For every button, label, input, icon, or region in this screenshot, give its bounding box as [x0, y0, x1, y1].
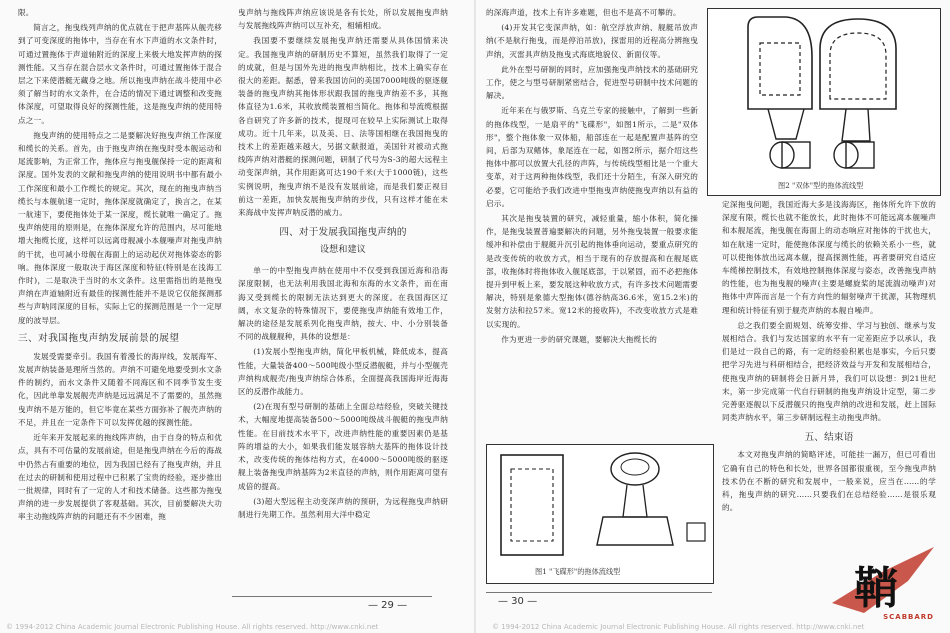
paragraph: 我国要不要继续发展拖曳声纳还需要从具体国情来决定。我国拖曳声纳的研制历史不算短，虽然我们取得了一定的成就，但是与国外先进的拖曳声纳相比，技术上确实存在很大的差距。据悉，曾来我国访问的美国7000吨级的驱逐舰装备的拖曳声纳其拖体形状跟我国的拖曳声纳差不多，其拖体直径为1.6米，其收放缆装置相当简化。拖体和导流缆根据各自研究了许多新的技术，提现可在较早上实际测试上取得成功。近十几年来，以及美、日、法等国相继在我国拖曳的技术上的差距越来越大，另据文献报道，美国针对被动式拖线阵声纳对潜艇的探测问题，研制了代号为S-3的超大远程主动变深声纳，其作用距离可达190千米(大于1000链)，这些实例说明，拖曳声纳不是没有发展前途，而是我们要正视目前这一差距，加快发展拖曳声纳的步伐，只有这样才能在未来海战中发挥声呐反潜的威力。	[238, 36, 448, 218]
paragraph: 近年来开发展起来的拖线阵声纳，由于自身的特点和优点，具有不可估量的发展前途，但是拖曳声纳在今后的海战中仍然占有重要的地位，因为我国已经有了拖曳声纳，并且在过去的研制和使用过程中已积累了宝贵的经验，逐步推出一批规律，同时有了一定的人才和技术储备。这些都为拖曳声纳的进一步发展提供了客观基础。其次，目前要解决大功率主动拖线阵声纳的问题还有不少困难，拖	[18, 433, 222, 522]
saucer-base	[597, 517, 673, 545]
saucer-body-diagram	[487, 445, 713, 563]
section-heading: 五、结束语	[804, 432, 854, 444]
saucer-side-view	[501, 455, 563, 555]
paragraph: (1)发展小型拖曳声纳，简化甲板机械，降低成本，提高性能，大量装备400～500吨级小型反潜舰艇，并与小型舰壳声纳构成舰壳/拖曳声纳综合体系，全面提高我国海岸近海海区的反潜作战能力。	[238, 347, 448, 397]
saucer-top-view	[611, 453, 659, 485]
figure-1-caption: 图1 "飞碟形"的拖体流线型	[535, 567, 621, 576]
left-array-bay	[760, 43, 800, 95]
right-column-2	[722, 198, 936, 518]
paragraph: (2)在现有型号研制的基础上全面总结经验，突破关键技术，大幅度地提高装备500～5000吨级战斗舰艇的拖曳声纳性能。在目前技术水平下，改进声纳性能的重要因素仍是基阵的增益的大小，如果我们能发展容纳大基阵的拖体设计技术，改变传统的拖体结构方式，在4000～5000吨级的驱逐舰上装备拖曳声纳基阵为2米直径的声纳，则作用距离可望有成倍的提高。	[238, 402, 448, 491]
paragraph: (3)超大型远程主动变深声纳的预研，为远程拖曳声纳研制进行先期工作。虽然利用大洋中稳定	[238, 496, 448, 519]
paragraph: 发展受需要牵引。我国有着漫长的海岸线，发展海军、发展声纳装备是理所当然的。声纳不可避免地要受到水文条件的制约，而水文条件又随着不同海区和不同季节发生变化，因此单靠发展舰壳声纳是远远满足不了需要的，虽然拖曳声纳不是万能的，但它毕竟在某些方面弥补了舰壳声纳的不足，并且在一定条件下可以发挥优越的探测性能。	[18, 351, 222, 427]
section-subheading: 设想和建议	[319, 245, 366, 256]
left-fin	[768, 109, 804, 139]
paragraph: 简言之，拖曳线列声纳的优点就在于把声基阵从舰壳移到了可变深度的拖体中，当存在有水下声道的水文条件时，可通过置拖体于声道轴附近的深度上来极大地发挥声纳的探测性能。又当存在混合层水文条件时，可通过置拖体于混合层之下来使潜艇无藏身之地。所以拖曳声纳在战斗使用中必须了解当时的水文条件，在合适的情况下通过调整和改变拖体深度，可望取得良好的探测性能，这是拖曳声纳的使用特点之一。	[18, 23, 222, 125]
page-number: — 29 —	[368, 600, 408, 611]
left-page	[0, 0, 474, 633]
paragraph: 近年来在与俄罗斯、乌克兰专家的接触中，了解到一些新的拖体线型，一是扇平的"飞碟形"，如图1所示，二是"双体形"，整个拖体象一双体船，船部连在一起是配置声基阵的空间，后部为双鳍体，象尾连在一起，如图2所示，据介绍这些拖体中都可以放置大孔径的声阵，与传统线型相比是一个重大变革，对于这两种拖体线型，我们还十分陌生，有深入研究的必要，它可能给予我们改进中型拖曳声纳使拖曳声纳以有益的启示。	[486, 106, 698, 208]
figure-1	[486, 444, 714, 584]
saucer-fin	[623, 485, 647, 517]
left-column-2	[238, 6, 448, 604]
right-column-1	[486, 6, 698, 444]
saucer-dome	[621, 459, 649, 475]
copyright-footer: © 1994-2012 China Academic Journal Electronic Publishing House. All rights reserved. http://www.cnki.net	[492, 623, 865, 631]
left-column-1	[18, 6, 222, 606]
right-array-bay	[830, 33, 886, 99]
paragraph: 拖曳声纳的使用特点之二是要解决好拖曳声纳工作深度和缆长的关系。首先，由于拖曳声纳在拖曳时受本舰运动和尾流影响，为正常工作，拖体应与拖曳舰保持一定的距离和深度。国外发表的文献和拖曳声纳的使用说明书中都有最小工作深度和最小工作缆长的规定。其次，现在的拖曳声纳当缆长与本舰航速一定时，拖体深度就确定了，换言之，在某一航速下，要使拖体处于某一深度，缆长就唯一确定了。拖曳声纳使用的原则是，在拖体深度允许的范围内，尽可能地增大拖缆长度，这样可以远离母舰减小本舰噪声对拖曳声纳的干扰，也可减小母舰在海面上的运动起伏对拖体姿态的影响。拖体深度一般取决于海区深度和特征(特别是在浅海工作时)，二是取决于当时的水文条件。这里需指出的是拖曳声纳在声道轴附近有最佳的探测性能并不是说它仅能探测那些与声呐同深度的目标，实际上它的探测范围是一个一定厚度的波导层。	[18, 130, 222, 325]
right-pod-body	[846, 142, 874, 168]
paragraph: 其次是拖曳装置的研究，减轻重量，缩小体积，简化操作，是拖曳装置普遍要解决的问题，另外拖曳装置一般要求能缓冲和补偿由于舰艇升沉引起的拖体垂向运动，要重点研究的是改变传统的收放方式，相当于现有的存放提高和在舰尾底部，收拖体时将拖体收入舰尾底部，于以紧固，而不必把拖体提升到甲板上来，要发展这种收放方式，有许多技术问题需要解决，特别是象德大型拖体(德谷纳高36.6米，宽15.2米)的发射方法和拉57米。宽12米的接收阵)，不改变收放方式是难以实现的。	[486, 214, 698, 329]
watermark-text: SCABBARD	[883, 613, 934, 621]
saucer-array-bay	[511, 469, 553, 541]
copyright-footer: © 1994-2012 China Academic Journal Electronic Publishing House. All rights reserved. http://www.cnki.net	[6, 623, 379, 631]
section-heading: 四、对于发展我国拖曳声纳的	[279, 227, 407, 239]
paragraph: 本文对拖曳声纳的简略评述，可能挂一漏万，但已可看出它确有自己的特色和长处，世界各国都很重视，至今拖曳声纳技术仍在不断的研究和发展中，一般来说，应当在……的学科，拖曳声纳的研究……只要我们在总结经验……是很乐观的。	[722, 450, 936, 513]
page-number: — 30 —	[498, 596, 538, 607]
bottom-rule	[232, 596, 432, 597]
section-heading: 三、对我国拖曳声纳发展前景的展望	[18, 332, 180, 344]
paragraph: 总之我们要全面规划、统筹安排、学习与独创、继承与发展相结合。我们与发达国家的水平有一定差距应予以承认，我们是过一段自己的路，有一定的经验积累也是事实，今后只要把学习先进与科研相结合，把经济效益与开发和发展相结合，使拖曳声纳的研制将会日新月异，我们可以设想：到21世纪末，第一步完成第一代自行研制的拖曳声纳设计定型，第二步完善驱逐舰以下反潜舰只的拖曳声纳的改进和发展，赶上国际同类声纳水平，第三步研制远程主动拖曳声纳。	[722, 320, 936, 423]
right-page	[476, 0, 950, 633]
left-pod-body	[782, 142, 810, 168]
right-fin	[842, 109, 870, 141]
paragraph: 此外在型号研制的同时，应加强拖曳声纳技术的基础研究工作，使之与型号研制紧密结合，促进型号研制中技术问题的解决。	[486, 64, 698, 101]
paragraph: (4)开发其它变深声纳，如：航空浮放声纳、舰艇吊放声纳(不是航行拖曳，而是停泊吊放)，探雷用的近程高分辨拖曳声纳，灭雷具声纳及拖曳式海底地貌仪、新面仪等。	[486, 23, 698, 59]
paragraph: 单一的中型拖曳声纳在使用中不仅受到我国近海和沿海深度限制，也无法利用我国北海和东海的水文条件，而在南海又受到缆长的限制无法达到更大的深度。在我国海区辽阔，水文复杂的特殊情况下，要使拖曳声纳能有效地工作，解决的途径是发展系列化拖曳声纳，按大、中、小分别装备不同的战舰舰种，具体的设想是：	[238, 266, 448, 342]
figure-2-caption: 图2 "双体"型的拖体流线型	[778, 181, 864, 190]
watermark-glyph: 鞘	[854, 563, 898, 614]
bottom-rule	[486, 592, 712, 593]
paragraph: 作为更进一步的研究课题，要解决大拖缆长的	[501, 334, 658, 344]
paragraph: 曳声纳与拖线阵声纳应该说是各有长处，所以发展拖曳声纳与发展拖线阵声纳可以互补充，相辅相成。	[238, 8, 448, 31]
saucer-weight	[687, 523, 705, 541]
twin-body-diagram	[708, 9, 940, 177]
figure-2	[707, 8, 941, 196]
paragraph: 定深拖曳问题，我国近海大多是浅海海区，拖体所允许下放的深度有限，缆长也就不能放长，此时拖体不可能远离本舰噪声和本舰尾流，拖曳舰在海面上的动态响应对拖体的干扰也大，如在航速一定时，能使拖体深度与缆长的依赖关系小一些，就可以使拖体放出远离本舰，提高探测性能，再者要研究自适应车缆梯控制技术，有效地控制拖体深度与姿态，改善拖曳声纳的性能，也为拖曳舰的噪声(主要是螺旋桨的尾流湍动噪声)对拖体中声阵而言是一个有方向性的辐射噪声干扰源，其物理机理和统计特征有别于舰壳声纳的本舰自噪声。	[722, 200, 936, 315]
paragraph: 限。	[18, 8, 34, 17]
paragraph: 的深海声道，技术上有许多难题，但也不是高不可攀的。	[486, 8, 681, 17]
